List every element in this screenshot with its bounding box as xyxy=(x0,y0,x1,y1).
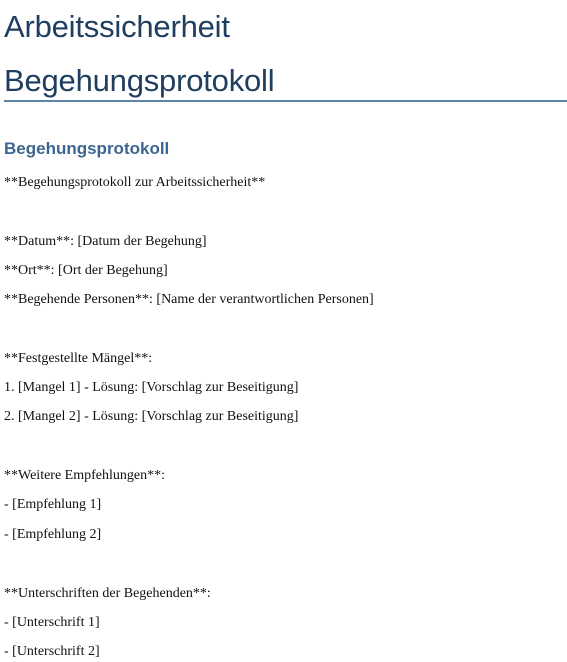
section-heading: Begehungsprotokoll xyxy=(4,139,170,158)
defect-item-1: 1. [Mangel 1] - Lösung: [Vorschlag zur Beseitigung] xyxy=(4,380,299,395)
recommendations-heading-line: **Weitere Empfehlungen**: xyxy=(4,468,165,483)
recommendation-item-1: - [Empfehlung 1] xyxy=(4,497,102,512)
signatures-heading-line: **Unterschriften der Begehenden**: xyxy=(4,586,211,601)
signature-item-1: - [Unterschrift 1] xyxy=(4,615,100,630)
date-line: **Datum**: [Datum der Begehung] xyxy=(4,234,207,249)
inspectors-line: **Begehende Personen**: [Name der verantwortlichen Personen] xyxy=(4,292,374,307)
defects-heading-line: **Festgestellte Mängel**: xyxy=(4,351,153,366)
document-title xyxy=(4,0,564,108)
title-divider xyxy=(4,100,567,102)
recommendation-item-2: - [Empfehlung 2] xyxy=(4,527,102,542)
signature-item-2: - [Unterschrift 2] xyxy=(4,644,100,659)
defect-item-2: 2. [Mangel 2] - Lösung: [Vorschlag zur Beseitigung] xyxy=(4,409,299,424)
location-line: **Ort**: [Ort der Begehung] xyxy=(4,263,168,278)
document-title-line-1: Arbeitssicherheit xyxy=(4,9,230,44)
document-title-line-2: Begehungsprotokoll xyxy=(4,63,275,98)
protocol-intro-line: **Begehungsprotokoll zur Arbeitssicherheit** xyxy=(4,175,266,190)
